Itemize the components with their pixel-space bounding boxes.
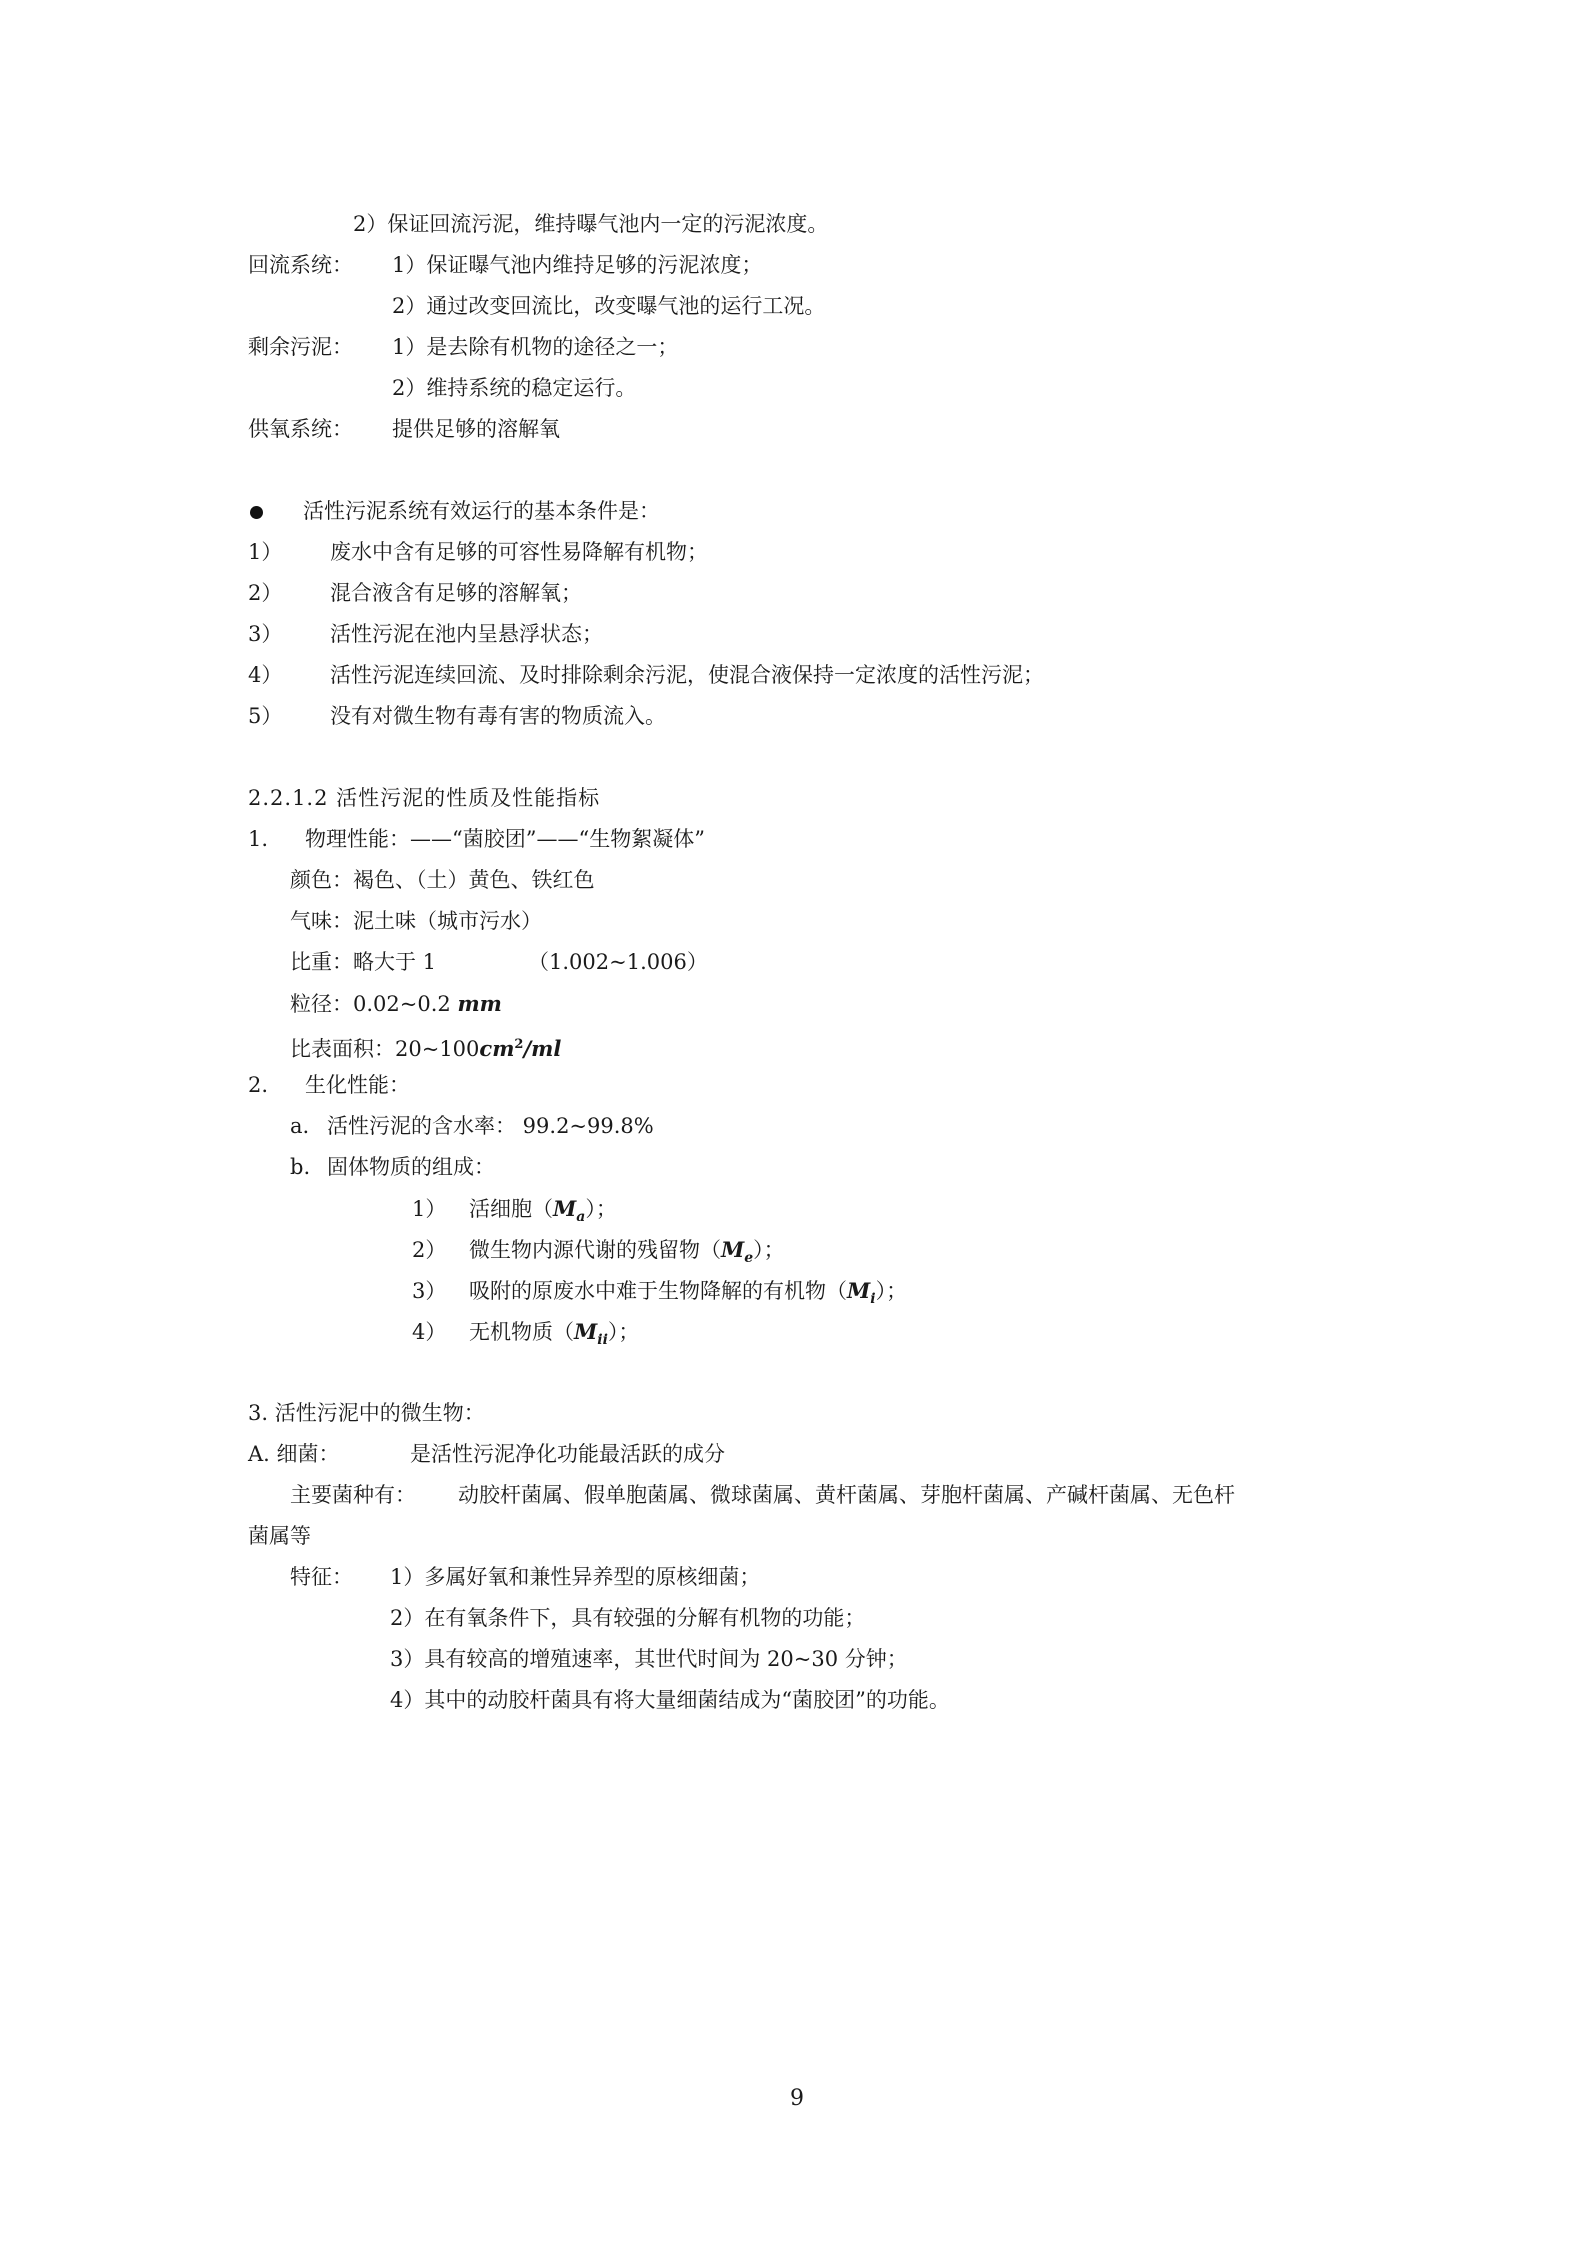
list-item xyxy=(248,614,1358,655)
text: ）； xyxy=(585,1197,617,1221)
label: 主要菌种有： xyxy=(290,1483,416,1507)
section-title: 2.2.1.2 活性污泥的性质及性能指标 xyxy=(248,786,601,810)
text: 颜色：褐色、（土）黄色、铁红色 xyxy=(290,868,595,892)
text: 微生物内源代谢的残留物（ xyxy=(469,1238,721,1262)
text: 动胶杆菌属、假单胞菌属、微球菌属、黄杆菌属、芽胞杆菌属、产碱杆菌属、无色杆 xyxy=(458,1483,1235,1507)
subscript: e xyxy=(744,1250,754,1267)
unit: cm xyxy=(479,1036,515,1061)
item-number: 5） xyxy=(248,704,283,728)
text: 气味：泥土味（城市污水） xyxy=(290,909,542,933)
label: 剩余污泥： xyxy=(248,335,353,359)
symbol: M xyxy=(721,1237,745,1262)
label: 回流系统： xyxy=(248,253,353,277)
unit: mm xyxy=(457,991,502,1016)
bullet-heading xyxy=(248,491,1358,532)
page-number: 9 xyxy=(790,2086,804,2111)
item-number: 1） xyxy=(412,1197,447,1221)
text: 活性污泥系统有效运行的基本条件是： xyxy=(303,499,660,523)
text: 生化性能： xyxy=(305,1073,410,1097)
text: （1.002~1.006） xyxy=(528,950,708,974)
text: 物理性能：——“菌胶团”——“生物絮凝体” xyxy=(305,827,705,851)
text: 活细胞（ xyxy=(469,1197,553,1221)
list-item xyxy=(248,1270,1358,1311)
page-content xyxy=(248,204,1358,1721)
text-line xyxy=(248,409,1358,450)
text-line xyxy=(248,286,1358,327)
text-line xyxy=(248,901,1358,942)
list-item xyxy=(248,532,1358,573)
list-item xyxy=(248,573,1358,614)
text: ）； xyxy=(607,1320,640,1344)
text: 比重：略大于 1 xyxy=(290,950,437,974)
text: 菌属等 xyxy=(248,1524,311,1548)
text-line xyxy=(248,1147,1358,1188)
item-text: 废水中含有足够的可容性易降解有机物； xyxy=(330,540,708,564)
text-line xyxy=(248,1516,1358,1557)
text: 吸附的原废水中难于生物降解的有机物（ xyxy=(469,1279,847,1303)
symbol: M xyxy=(553,1196,577,1221)
text: 4）其中的动胶杆菌具有将大量细菌结成为“菌胶团”的功能。 xyxy=(390,1688,950,1712)
item-number: 2） xyxy=(248,581,283,605)
text: 1）保证曝气池内维持足够的污泥浓度； xyxy=(392,253,763,277)
item-number: 3） xyxy=(412,1279,447,1303)
text: 1）是去除有机物的途径之一； xyxy=(392,335,679,359)
text-line xyxy=(248,819,1358,860)
label: 供氧系统： xyxy=(248,417,353,441)
text-line xyxy=(248,368,1358,409)
text-line xyxy=(248,245,1358,286)
text: 是活性污泥净化功能最活跃的成分 xyxy=(410,1442,725,1466)
text: 活性污泥的含水率： 99.2~99.8% xyxy=(327,1114,654,1138)
item-text: 活性污泥在池内呈悬浮状态； xyxy=(330,622,603,646)
item-letter: a. xyxy=(290,1114,310,1138)
text: ）； xyxy=(875,1279,908,1303)
item-text: 没有对微生物有毒有害的物质流入。 xyxy=(330,704,666,728)
subscript: i xyxy=(870,1291,876,1308)
item-number: 1. xyxy=(248,827,269,851)
symbol: M xyxy=(574,1319,598,1344)
item-text: 混合液含有足够的溶解氧； xyxy=(330,581,582,605)
list-item xyxy=(248,1680,1358,1721)
item-text: 活性污泥连续回流、及时排除剩余污泥，使混合液保持一定浓度的活性污泥； xyxy=(330,663,1044,687)
text: 2）维持系统的稳定运行。 xyxy=(392,376,637,400)
section-title: 3. 活性污泥中的微生物： xyxy=(248,1401,485,1425)
text-line xyxy=(248,327,1358,368)
text: 固体物质的组成： xyxy=(327,1155,495,1179)
item-number: 2. xyxy=(248,1073,269,1097)
text: 提供足够的溶解氧 xyxy=(392,417,560,441)
label: A. 细菌： xyxy=(248,1442,340,1466)
text: 1）多属好氧和兼性异养型的原核细菌； xyxy=(390,1565,761,1589)
text-line xyxy=(248,1106,1358,1147)
text: ）； xyxy=(753,1238,785,1262)
list-item xyxy=(248,1188,1358,1229)
list-item xyxy=(248,1311,1358,1352)
item-number: 1） xyxy=(248,540,283,564)
subscript: a xyxy=(576,1209,586,1226)
text-line xyxy=(248,204,1358,245)
text-line xyxy=(248,1434,1358,1475)
list-item xyxy=(248,1598,1358,1639)
item-number: 2） xyxy=(412,1238,447,1262)
text-line xyxy=(248,1475,1358,1516)
list-item xyxy=(248,655,1358,696)
superscript: 2 xyxy=(514,1037,524,1052)
item-letter: b. xyxy=(290,1155,311,1179)
text: 2）在有氧条件下，具有较强的分解有机物的功能； xyxy=(390,1606,866,1630)
subscript: ii xyxy=(597,1332,608,1349)
bullet-icon xyxy=(250,506,263,519)
text: 2）通过改变回流比，改变曝气池的运行工况。 xyxy=(392,294,826,318)
list-item xyxy=(248,696,1358,737)
text: 无机物质（ xyxy=(469,1320,574,1344)
symbol: M xyxy=(847,1278,871,1303)
list-item xyxy=(248,1639,1358,1680)
text: 比表面积：20~100 xyxy=(290,1037,480,1061)
text-line xyxy=(248,1557,1358,1598)
text-line xyxy=(248,1065,1358,1106)
item-number: 4） xyxy=(412,1320,447,1344)
text-line xyxy=(248,860,1358,901)
text-line xyxy=(248,983,1358,1024)
text: 2）保证回流污泥，维持曝气池内一定的污泥浓度。 xyxy=(353,212,829,236)
text: 粒径：0.02~0.2 xyxy=(290,992,458,1016)
unit: /ml xyxy=(523,1036,562,1061)
text-line xyxy=(248,942,1358,983)
item-number: 4） xyxy=(248,663,283,687)
list-item xyxy=(248,1229,1358,1270)
text: 3）具有较高的增殖速率，其世代时间为 20~30 分钟； xyxy=(390,1647,908,1671)
text-line xyxy=(248,1024,1358,1065)
item-number: 3） xyxy=(248,622,283,646)
label: 特征： xyxy=(290,1565,353,1589)
